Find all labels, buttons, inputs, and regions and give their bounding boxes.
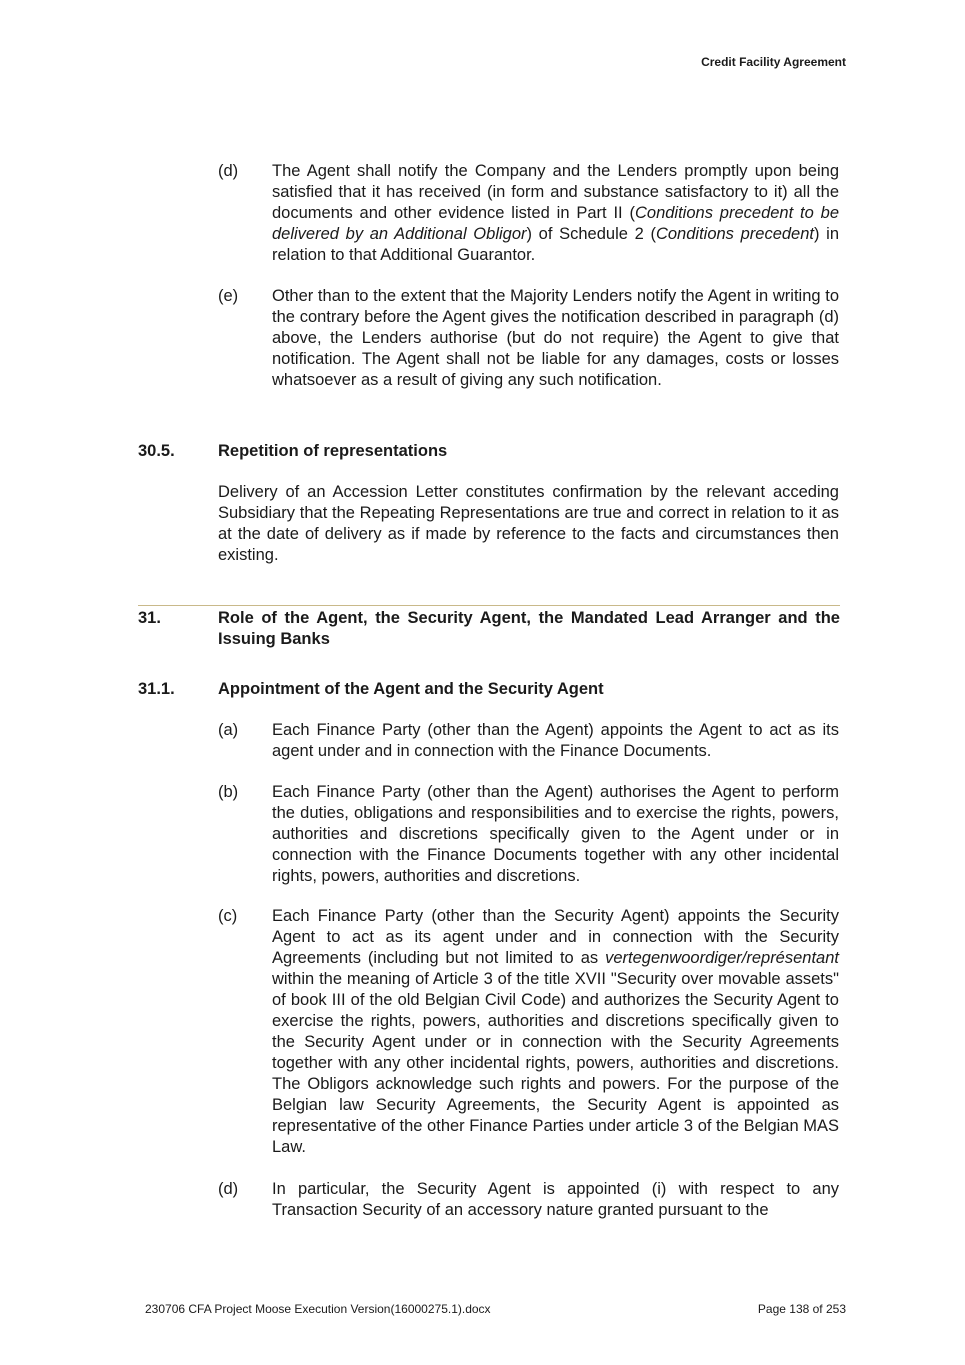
section-number: 31.1.	[138, 680, 175, 698]
paragraph-label: (d)	[218, 1180, 239, 1198]
section-30-5-body: Delivery of an Accession Letter constitutes confirmation by the relevant acceding Subsidiary that the Repeating Representations are true and correct in relation to it as at the date of delivery as if made by reference to the facts and circumstances then existing.	[218, 483, 839, 564]
section-heading-30-5	[138, 441, 840, 462]
paragraph-d-particular	[218, 1179, 839, 1221]
document-header-title: Credit Facility Agreement	[701, 55, 846, 69]
paragraph-b-authorisation	[218, 782, 839, 887]
section-number: 30.5.	[138, 442, 175, 460]
paragraph-text: Each Finance Party (other than the Security Agent) appoints the Security Agent to act as its agent under and in connection with the Security Agreements (including but not limited to as vertegenwoordiger/représentant within the meaning of Article 3 of the title XVII "Security over movable assets" of book III of the old Belgian Civil Code) and authorizes the Security Agent to exercise the rights, powers, authorities and discretions specifically given to the Security Agent under or in connection with the Security Agreements together with any other incidental rights, powers, authorities and discretions. The Obligors acknowledge such rights and powers. For the purpose of the Belgian law Security Agreements, the Security Agent is appointed as representative of the other Finance Parties under article 3 of the Belgian MAS Law.	[272, 907, 839, 1156]
section-heading-31	[138, 608, 840, 650]
paragraph-a-appointment	[218, 720, 839, 762]
section-title: Appointment of the Agent and the Security Agent	[218, 680, 604, 698]
paragraph-label: (a)	[218, 721, 239, 739]
paragraph-e-majority-lenders	[218, 286, 839, 391]
paragraph-text: In particular, the Security Agent is appointed (i) with respect to any Transaction Security of an accessory nature granted pursuant to the	[272, 1180, 839, 1219]
paragraph-label: (b)	[218, 783, 239, 801]
paragraph-c-security-agent	[218, 906, 839, 1158]
section-title: Role of the Agent, the Security Agent, the Mandated Lead Arranger and the Issuing Banks	[218, 609, 840, 648]
section-heading-31-1	[138, 679, 840, 700]
footer-filename: 230706 CFA Project Moose Execution Version(16000275.1).docx	[145, 1302, 491, 1316]
paragraph-text: Each Finance Party (other than the Agent) authorises the Agent to perform the duties, obligations and responsibilities and to exercise the rights, powers, authorities and discretions specifically given to the Agent under or in connection with the Finance Documents together with any other incidental rights, powers, authorities and discretions.	[272, 783, 839, 885]
paragraph-label: (c)	[218, 907, 238, 925]
paragraph-label: (e)	[218, 287, 239, 305]
footer-page-number: Page 138 of 253	[757, 1302, 846, 1316]
paragraph-label: (d)	[218, 162, 239, 180]
section-divider	[138, 605, 840, 606]
paragraph-text: Each Finance Party (other than the Agent) appoints the Agent to act as its agent under and in connection with the Finance Documents.	[272, 721, 839, 760]
paragraph-text: Other than to the extent that the Majority Lenders notify the Agent in writing to the contrary before the Agent gives the notification described in paragraph (d) above, the Lenders authorise (but do not require) the Agent to give that notification. The Agent shall not be liable for any damages, costs or losses whatsoever as a result of giving any such notification.	[272, 287, 839, 389]
section-title: Repetition of representations	[218, 442, 448, 460]
section-number: 31.	[138, 609, 161, 627]
paragraph-text: The Agent shall notify the Company and the Lenders promptly upon being satisfied that it has received (in form and substance satisfactory to it) all the documents and other evidence listed in Part II (Conditions precedent to be delivered by an Additional Obligor) of Schedule 2 (Conditions precedent) in relation to that Additional Guarantor.	[272, 162, 839, 264]
paragraph-d-notification	[218, 161, 839, 266]
